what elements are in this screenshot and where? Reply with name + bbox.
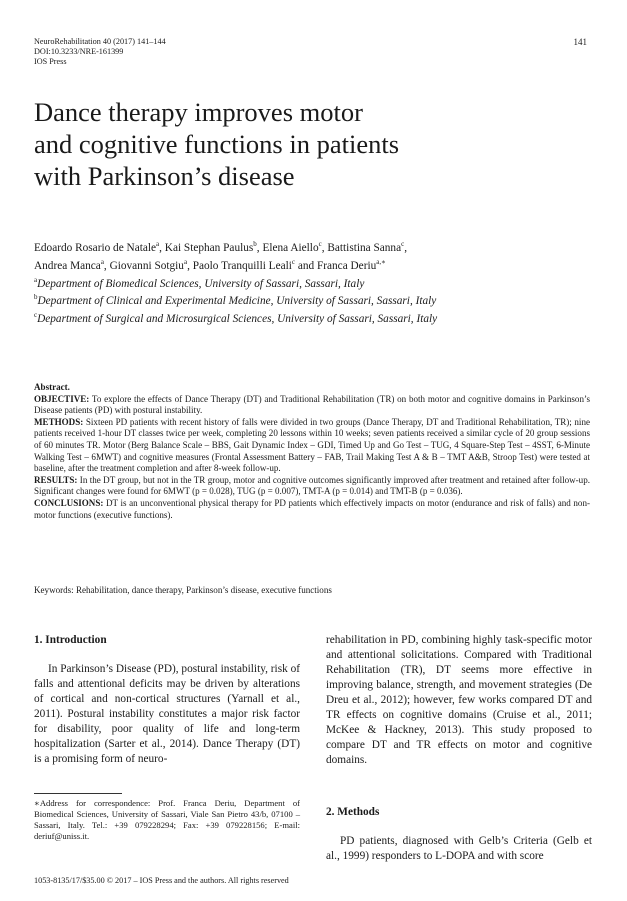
section-heading-introduction: 1. Introduction — [34, 634, 107, 646]
column-right — [326, 633, 592, 768]
publisher: IOS Press — [34, 57, 67, 66]
affiliation-a: $^a$Department of Biomedical Sciences, University of Sassari, Sassari, Italy — [34, 275, 365, 290]
doi: DOI:10.3233/NRE-161399 — [34, 47, 124, 56]
intro-paragraph-continued: rehabilitation in PD, combining highly task-specific motor and attentional solicitations. Compared with Traditional Rehabilitation (TR), DT seems more effective in improving balance, strength, and movement strategies (De Dreu et al., 2012); however, few works compared DT and TR effects on cognitive domains (Cruise et al., 2011; McKee & Hackney, 2013). This study proposed to compare DT and TR effects on motor and cognitive domains. — [326, 634, 592, 766]
page-number: 141 — [573, 37, 587, 47]
methods-section — [326, 805, 592, 864]
abstract-results: RESULTS: In the DT group, but not in the TR group, motor and cognitive outcomes significantly improved after treatment and retained after follow-up. Significant changes were found for 6MWT (p = 0.028), TUG (p = 0.007), TMT-A (p = 0.014) and TMT-B (p = 0.036). — [34, 474, 590, 497]
intro-paragraph-1: In Parkinson’s Disease (PD), postural instability, risk of falls and attentional deficits may be driven by alterations of cortical and non-cortical structures (Yarnall et al., 2011). Postural instability constitutes a major risk factor for disability, poor quality of life and long-term hospitalization (Sarter et al., 2014). Dance Therapy (DT) is a promising form of neuro- — [34, 663, 300, 765]
running-header — [34, 37, 166, 67]
methods-paragraph-1: PD patients, diagnosed with Gelb’s Criteria (Gelb et al., 1999) responders to L-DOPA and with score — [326, 835, 592, 862]
keywords: Keywords: Rehabilitation, dance therapy, Parkinson’s disease, executive functions — [34, 585, 332, 595]
column-left — [34, 633, 300, 767]
correspondence-footnote: ∗Address for correspondence: Prof. Franca Deriu, Department of Biomedical Sciences, University of Sassari, Viale San Pietro 43/b, 07100 – Sassari, Italy. Tel.: +39 079228294; Fax: +39 079228156; E-mail: deriuf@uniss.it. — [34, 798, 300, 841]
copyright-line: 1053-8135/17/$35.00 © 2017 – IOS Press and the authors. All rights reserved — [34, 876, 289, 885]
footnote-rule — [34, 793, 122, 794]
abstract-objective: OBJECTIVE: To explore the effects of Dance Therapy (DT) and Traditional Rehabilitation (TR) on both motor and cognitive domains in Parkinson’s Disease patients (PD) with postural instability. — [34, 393, 590, 416]
abstract-methods: METHODS: Sixteen PD patients with recent history of falls were divided in two groups (Dance Therapy, DT and Traditional Rehabilitation, TR); nine patients received 1-hour DT classes twice per week, completing 20 lessons within 10 weeks; seven patients received a similar cycle of 20 group sessions of 60 minutes TR. Motor (Berg Balance Scale – BBS, Gait Dynamic Index – GDI, Timed Up and Go Test – TUG, 4 Square-Step Test – 4SST, 6-Minute Walking Test – 6MWT) and cognitive measures (Frontal Assessment Battery – FAB, Trail Making Test A & B – TMT A&B, Stroop Test) were tested at baseline, after the treatment completion and after 8-week follow-up. — [34, 416, 590, 474]
abstract-conclusions: CONCLUSIONS: DT is an unconventional physical therapy for PD patients which effectively impacts on motor (endurance and risk of falls) and non-motor functions (executive functions). — [34, 497, 590, 520]
journal-citation: NeuroRehabilitation 40 (2017) 141–144 — [34, 37, 166, 46]
section-heading-methods: 2. Methods — [326, 806, 380, 818]
article-title: Dance therapy improves motor and cognitive functions in patients with Parkinson’s disease — [34, 97, 400, 191]
author-list: Edoardo Rosario de Natale$^a$, Kai Stephan Paulus$^b$, Elena Aiello$^c$, Battistina Sanna$^c$, Andrea Manca$^a$, Giovanni Sotgiu$^a$, Paolo Tranquilli Leali$^c$ and Franca Deriu$^{a,∗}$ — [34, 240, 408, 272]
abstract — [34, 382, 590, 521]
affiliation-c: $^c$Department of Surgical and Microsurgical Sciences, University of Sassari, Sassari, Italy — [34, 311, 438, 325]
abstract-heading: Abstract. — [34, 382, 70, 392]
affiliation-b: $^b$Department of Clinical and Experimental Medicine, University of Sassari, Sassari, Italy — [34, 293, 437, 308]
author-block — [34, 237, 594, 326]
